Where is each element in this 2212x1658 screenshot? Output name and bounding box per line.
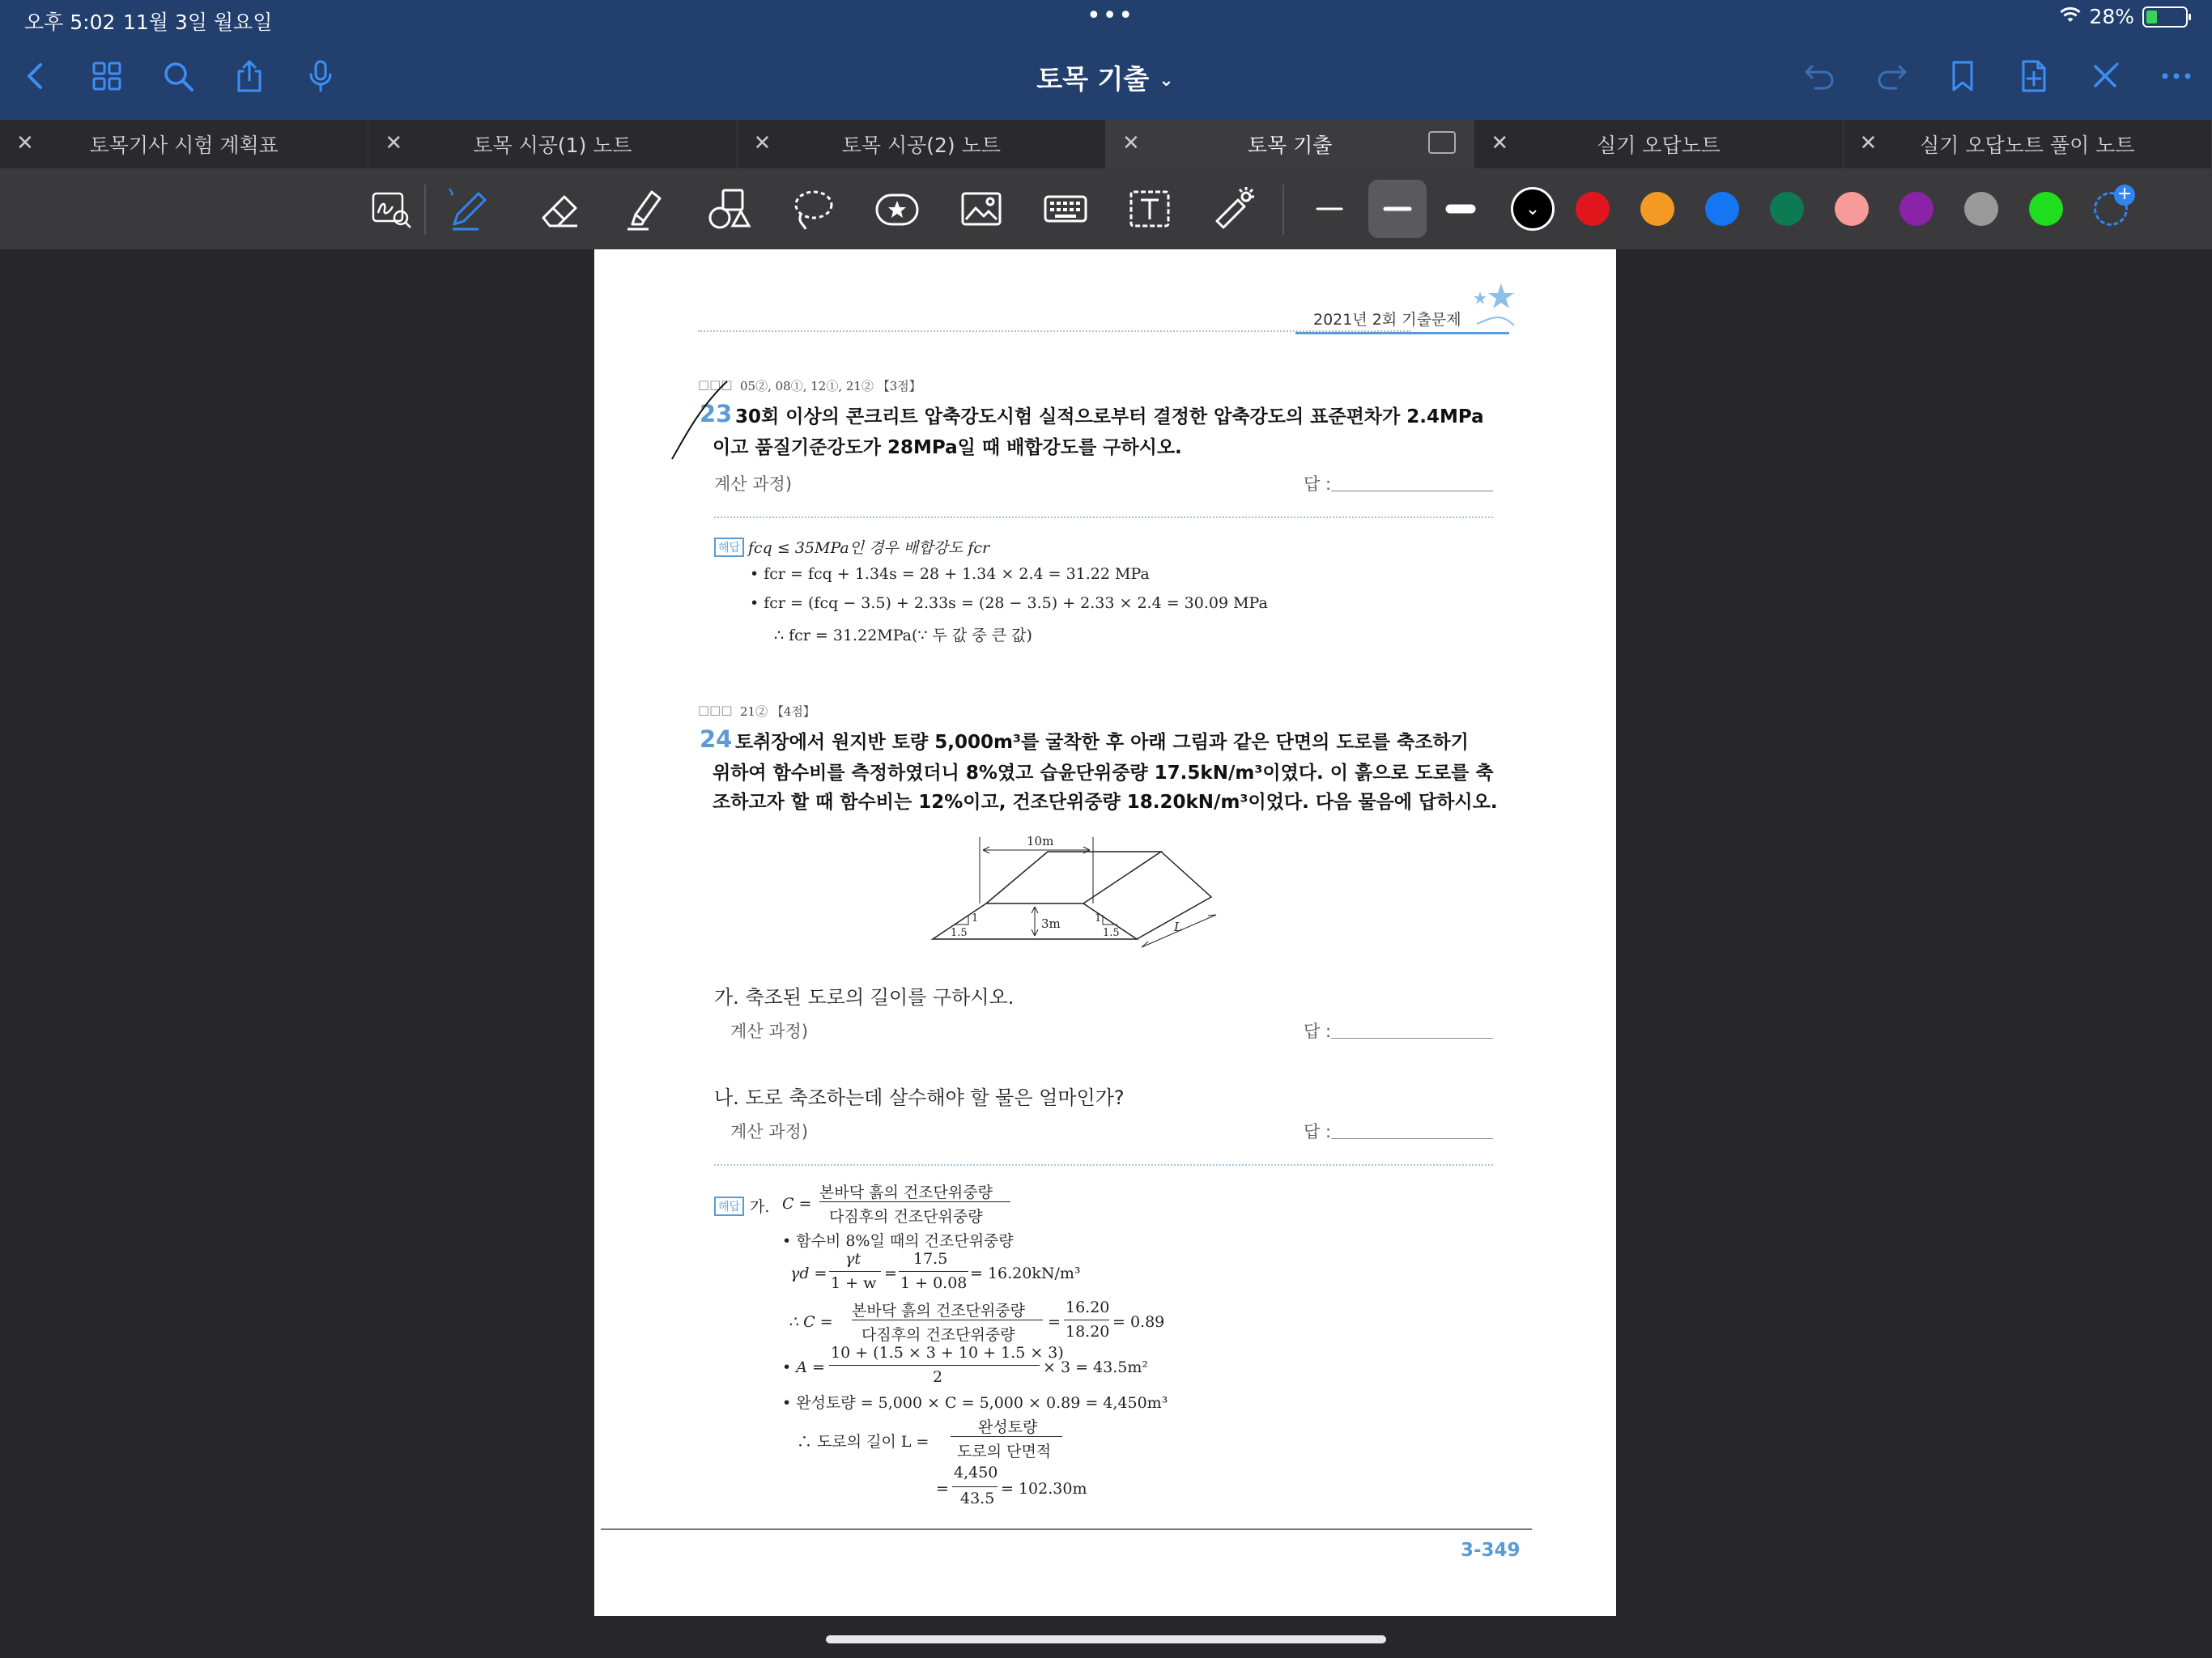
sticker-icon[interactable] bbox=[871, 183, 923, 235]
fig-one-right: 1 bbox=[1095, 912, 1102, 925]
star-decoration-icon bbox=[1469, 280, 1525, 329]
q24-sol-gamma-d-result: = 16.20kN/m³ bbox=[970, 1265, 1081, 1282]
tab-label: 토목 기출 bbox=[1247, 134, 1333, 157]
color-swatch-pink[interactable] bbox=[1835, 192, 1869, 226]
q24a-calc-label: 계산 과정) bbox=[730, 1022, 809, 1041]
checkbox-marks: □□□ bbox=[698, 703, 733, 717]
document-page[interactable] bbox=[594, 249, 1616, 1616]
color-swatch-green[interactable] bbox=[1770, 192, 1804, 226]
q23-meta: 05②, 08①, 12①, 21② 【3점】 bbox=[740, 379, 921, 393]
fig-top-width: 10m bbox=[1027, 834, 1054, 848]
q24-line-1: 토취장에서 원지반 토량 5,000m³를 굴착한 후 아래 그림과 같은 단면의 도로를 축조하기 bbox=[735, 732, 1469, 753]
q24-sol-bullet: • 함수비 8%일 때의 건조단위중량 bbox=[782, 1232, 1014, 1250]
highlighter-icon[interactable] bbox=[619, 183, 670, 235]
fig-height: 3m bbox=[1041, 916, 1061, 931]
q23-solution-1: fcq ≤ 35MPa인 경우 배합강도 fcr bbox=[748, 539, 990, 557]
chevron-down-icon: ⌄ bbox=[1159, 70, 1174, 91]
q24-line-2: 위하여 함수비를 측정하였더니 8%였고 습윤단위중량 17.5kN/m³이였다. 이 흙으로 도로를 축 bbox=[713, 763, 1494, 784]
tab-label: 토목 시공(1) 노트 bbox=[473, 134, 632, 157]
q24-sub-b: 나. 도로 축조하는데 살수해야 할 물은 얼마인가? bbox=[714, 1086, 1125, 1109]
q24-sol-area-label: • A = bbox=[782, 1358, 825, 1376]
q24-sol-length-denominator: 도로의 단면적 bbox=[957, 1443, 1052, 1460]
color-swatch-purple[interactable] bbox=[1899, 192, 1933, 226]
q24-sol-c2-label: ∴ C = bbox=[789, 1313, 833, 1331]
home-indicator[interactable] bbox=[826, 1635, 1386, 1643]
image-icon[interactable] bbox=[955, 183, 1007, 235]
handwritten-stroke bbox=[667, 375, 732, 464]
thick-stroke-option[interactable] bbox=[1435, 183, 1487, 235]
tab-close-icon[interactable]: ✕ bbox=[16, 131, 34, 155]
color-swatch-orange[interactable] bbox=[1640, 192, 1674, 226]
split-view-icon[interactable] bbox=[1428, 131, 1456, 154]
q24-sol-gamma-d: γd = bbox=[790, 1265, 827, 1282]
color-swatch-red[interactable] bbox=[1576, 192, 1610, 226]
status-right bbox=[2060, 5, 2188, 28]
q24-sol-1-08: 1 + 0.08 bbox=[900, 1274, 968, 1292]
tab-close-icon[interactable]: ✕ bbox=[753, 131, 772, 155]
tab-close-icon[interactable]: ✕ bbox=[1121, 131, 1140, 155]
q24b-answer-label: 답 : bbox=[1304, 1122, 1332, 1141]
lasso-icon[interactable] bbox=[787, 183, 839, 235]
keyboard-icon[interactable] bbox=[1040, 183, 1091, 235]
wifi-icon bbox=[2060, 5, 2081, 28]
share-icon[interactable] bbox=[228, 55, 270, 97]
q24-line-3: 조하고자 할 때 함수비는 12%이고, 건조단위중량 18.20kN/m³이었다. 다음 물음에 답하시오. bbox=[713, 792, 1498, 813]
check-icon: ⌄ bbox=[1525, 198, 1541, 219]
q24-sol-intro: 가. bbox=[750, 1198, 770, 1216]
q24-sol-1-plus-w: 1 + w bbox=[831, 1274, 877, 1292]
tab-construction-2[interactable] bbox=[738, 120, 1106, 168]
annotation-toolbar bbox=[0, 168, 2212, 249]
q24-sol-length-label: ∴ 도로의 길이 L = bbox=[797, 1433, 929, 1451]
q24-sol-c2-equals: = bbox=[1048, 1313, 1061, 1331]
thin-stroke-option[interactable] bbox=[1304, 183, 1355, 235]
document-title-dropdown[interactable] bbox=[931, 58, 1279, 96]
color-swatch-lime[interactable] bbox=[2029, 192, 2063, 226]
document-title: 토목 기출 bbox=[1036, 63, 1150, 95]
laser-pointer-icon[interactable] bbox=[1208, 183, 1260, 235]
eraser-icon[interactable] bbox=[534, 183, 586, 235]
q24-sol-area-denominator: 2 bbox=[933, 1368, 943, 1386]
q24-sol-area-result: × 3 = 43.5m² bbox=[1043, 1358, 1148, 1376]
q23-solution-2: • fcr = fcq + 1.34s = 28 + 1.34 × 2.4 = 31.22 MPa bbox=[750, 565, 1150, 583]
q24-sol-area-numerator: 10 + (1.5 × 3 + 10 + 1.5 × 3) bbox=[831, 1344, 1064, 1362]
document-tabs bbox=[0, 120, 2212, 168]
road-embankment-diagram bbox=[926, 826, 1323, 996]
grid-view-icon[interactable] bbox=[86, 55, 128, 97]
search-icon[interactable] bbox=[157, 55, 199, 97]
q24-sub-a: 가. 축조된 도로의 길이를 구하시오. bbox=[714, 986, 1015, 1009]
q24-sol-c-denominator: 다짐후의 건조단위중량 bbox=[829, 1208, 983, 1226]
q23-answer-label: 답 : bbox=[1304, 474, 1332, 494]
status-time: 오후 5:02 bbox=[24, 11, 116, 34]
plus-icon: + bbox=[2114, 185, 2135, 206]
medium-stroke-option[interactable] bbox=[1368, 180, 1427, 238]
tab-construction-1[interactable] bbox=[368, 120, 737, 168]
q24-solution-badge: 해답 bbox=[714, 1197, 744, 1216]
q24-sol-volume: • 완성토량 = 5,000 × C = 5,000 × 0.89 = 4,450m³ bbox=[782, 1394, 1168, 1412]
tab-label: 실기 오답노트 bbox=[1597, 134, 1721, 157]
bookmark-icon[interactable] bbox=[1942, 55, 1984, 97]
q24-sol-16-20: 16.20 bbox=[1066, 1299, 1110, 1316]
multitasking-dots[interactable]: ••• bbox=[1087, 2, 1135, 30]
q23-number: 23 bbox=[700, 400, 733, 427]
color-swatch-gray[interactable] bbox=[1964, 192, 1998, 226]
q24-sol-17-5: 17.5 bbox=[913, 1250, 948, 1268]
battery-percent: 28% bbox=[2089, 5, 2134, 28]
q24a-answer-blank[interactable] bbox=[1331, 1038, 1493, 1039]
tab-label: 토목기사 시험 계획표 bbox=[89, 134, 279, 157]
add-page-icon[interactable] bbox=[2013, 55, 2055, 97]
pen-tool-icon[interactable] bbox=[444, 183, 496, 235]
q24-sol-4450: 4,450 bbox=[954, 1464, 998, 1482]
tab-close-icon[interactable]: ✕ bbox=[1491, 131, 1509, 155]
q24-sol-c2-denominator: 다짐후의 건조단위중량 bbox=[861, 1326, 1015, 1344]
page-number: 3-349 bbox=[1461, 1540, 1521, 1561]
tab-wrong-answers-solutions[interactable] bbox=[1844, 120, 2212, 168]
q24-sol-0-89: = 0.89 bbox=[1112, 1313, 1165, 1331]
q24-sol-equals: = bbox=[884, 1265, 897, 1282]
q24b-calc-label: 계산 과정) bbox=[730, 1122, 809, 1141]
undo-icon[interactable] bbox=[1799, 55, 1841, 97]
q24-sol-c2-numerator: 본바닥 흙의 건조단위중량 bbox=[852, 1302, 1025, 1320]
back-icon[interactable] bbox=[15, 55, 57, 97]
fig-length: L bbox=[1174, 920, 1182, 934]
tab-exam-plan[interactable] bbox=[0, 120, 368, 168]
add-color-button[interactable] bbox=[2094, 184, 2133, 226]
tab-close-icon[interactable]: ✕ bbox=[1859, 131, 1878, 155]
q24b-answer-blank[interactable] bbox=[1331, 1138, 1493, 1139]
fig-one-left: 1 bbox=[972, 912, 979, 925]
fig-slope-left: 1.5 bbox=[951, 927, 968, 939]
shapes-icon[interactable] bbox=[703, 183, 755, 235]
q23-line-2: 이고 품질기준강도가 28MPa일 때 배합강도를 구하시오. bbox=[713, 437, 1182, 458]
q23-solution-badge: 해답 bbox=[714, 538, 744, 557]
q24-sol-length-result: = 102.30m bbox=[1001, 1480, 1087, 1498]
q23-line-1: 30회 이상의 콘크리트 압축강도시험 실적으로부터 결정한 압축강도의 표준편차가 2.4MPa bbox=[735, 406, 1484, 427]
tab-close-icon[interactable]: ✕ bbox=[385, 131, 403, 155]
q24-number: 24 bbox=[700, 725, 733, 753]
top-navigation-bar bbox=[0, 0, 2212, 120]
checkbox-marks: □□□ bbox=[698, 377, 733, 392]
status-date: 11월 3일 월요일 bbox=[123, 11, 273, 34]
microphone-icon[interactable] bbox=[300, 55, 342, 97]
q24-sol-c-label: C = bbox=[782, 1195, 812, 1213]
q23-calc-label: 계산 과정) bbox=[714, 474, 793, 494]
q24-meta: 21② 【4점】 bbox=[740, 704, 815, 719]
q24-sol-c-numerator: 본바닥 흙의 건조단위중량 bbox=[819, 1184, 993, 1201]
more-options-icon[interactable] bbox=[2155, 55, 2197, 97]
q23-solution-4: ∴ fcr = 31.22MPa(∵ 두 값 중 큰 값) bbox=[774, 627, 1032, 644]
q24-sol-length-numerator: 완성토량 bbox=[978, 1418, 1038, 1436]
color-swatch-blue[interactable] bbox=[1705, 192, 1739, 226]
q24a-answer-label: 답 : bbox=[1304, 1022, 1332, 1041]
tab-wrong-answers[interactable] bbox=[1474, 120, 1843, 168]
tab-label: 토목 시공(2) 노트 bbox=[841, 134, 1001, 157]
q24-sol-gamma-t: γt bbox=[845, 1250, 861, 1268]
q24-sol-43-5: 43.5 bbox=[960, 1490, 995, 1507]
close-pencil-icon[interactable] bbox=[2084, 55, 2126, 97]
fig-slope-right: 1.5 bbox=[1103, 927, 1120, 939]
tab-label: 실기 오답노트 풀이 노트 bbox=[1920, 134, 2135, 157]
text-box-icon[interactable] bbox=[1124, 183, 1176, 235]
redo-icon[interactable] bbox=[1870, 55, 1912, 97]
page-header: 2021년 2회 기출문제 bbox=[1313, 311, 1461, 329]
battery-icon bbox=[2142, 6, 2188, 28]
zoom-window-icon[interactable] bbox=[366, 183, 418, 235]
color-swatch-black-selected[interactable] bbox=[1511, 187, 1555, 231]
q24-sol-18-20: 18.20 bbox=[1066, 1323, 1110, 1341]
q23-solution-3: • fcr = (fcq − 3.5) + 2.33s = (28 − 3.5) + 2.33 × 2.4 = 30.09 MPa bbox=[750, 594, 1268, 612]
tab-past-exams[interactable] bbox=[1106, 120, 1474, 168]
q24-sol-length-equals: = bbox=[936, 1480, 949, 1498]
